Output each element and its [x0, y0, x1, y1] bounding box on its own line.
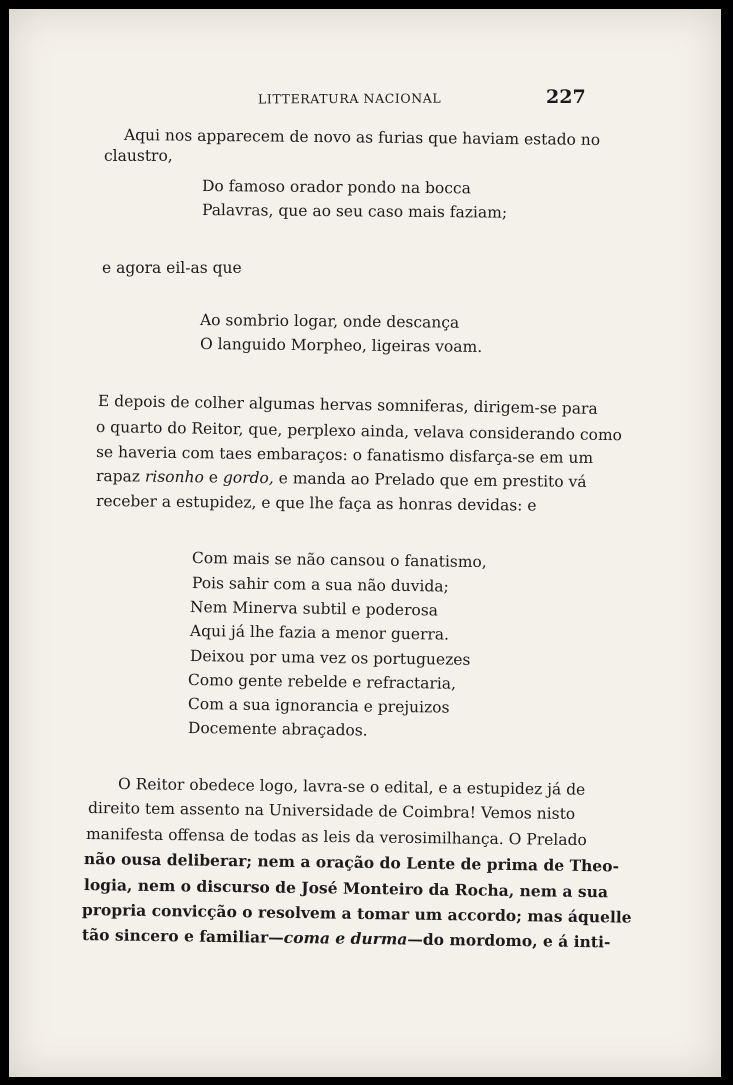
- paragraph-line: e agora eil-as que: [102, 259, 242, 277]
- verse-line: Com a sua ignorancia e prejuizos: [187, 695, 450, 717]
- page-number: 227: [546, 86, 586, 108]
- text-run: tão sincero e familiar—: [81, 925, 284, 947]
- text-run: e manda ao Prelado que em prestito vá: [273, 469, 587, 491]
- verse-line: O languido Morpheo, ligeiras voam.: [199, 335, 483, 356]
- paragraph-line: E depois de colher algumas hervas somniferas, dirigem-se para: [97, 392, 598, 418]
- running-title: LITTERATURA NACIONAL: [257, 90, 442, 107]
- verse-line: Docemente abraçados.: [187, 719, 368, 740]
- paragraph-line: receber a estupidez, e que lhe faça as honras devidas: e: [95, 492, 537, 515]
- italic-phrase: coma e durma: [283, 927, 408, 949]
- verse-line: Do famoso orador pondo na bocca: [201, 177, 471, 198]
- text-run: —do mordomo, e á inti-: [407, 929, 611, 952]
- paragraph-line: propria convicção o resolvem a tomar um accordo; mas áquelle: [81, 900, 632, 927]
- verse-line: Ao sombrio logar, onde descança: [199, 311, 460, 332]
- paragraph-line: O Reitor obedece logo, lavra-se o edital, e a estupidez já de: [117, 775, 586, 799]
- italic-word: gordo,: [222, 468, 274, 488]
- paragraph-line: [96, 467, 587, 491]
- paragraph-line: manifesta offensa de todas as leis da verosimilhança. O Prelado: [85, 825, 587, 850]
- paragraph-line: se haveria com taes embaraços: o fanatismo disfarça-se em um: [95, 443, 594, 468]
- verse-line: Aqui já lhe fazia a menor guerra.: [189, 622, 450, 644]
- italic-word: risonho: [144, 467, 204, 487]
- verse-line: Como gente rebelde e refractaria,: [187, 671, 457, 693]
- paragraph-line: não ousa deliberar; nem a oração do Lente de prima de Theo-: [83, 849, 620, 876]
- verse-line: Deixou por uma vez os portuguezes: [189, 647, 471, 669]
- verse-line: Com mais se não cansou o fanatismo,: [191, 549, 487, 572]
- paragraph-line: o quarto do Reitor, que, perplexo ainda, velava considerando como: [95, 418, 623, 445]
- paragraph-line: claustro,: [104, 147, 173, 165]
- paragraph-line: Aqui nos apparecem de novo as furias que haviam estado no: [123, 126, 601, 149]
- text-run: rapaz: [95, 467, 146, 486]
- verse-line: Nem Minerva subtil e poderosa: [189, 598, 439, 620]
- paragraph-line: logia, nem o discurso de José Monteiro da Rocha, nem a sua: [83, 875, 609, 902]
- paragraph-line: [82, 926, 611, 951]
- verse-line: Pois sahir com a sua não duvida;: [191, 574, 449, 596]
- text-run: e: [203, 468, 224, 487]
- verse-line: Palavras, que ao seu caso mais faziam;: [201, 201, 508, 222]
- paragraph-line: direito tem assento na Universidade de Coimbra! Vemos nisto: [87, 799, 576, 823]
